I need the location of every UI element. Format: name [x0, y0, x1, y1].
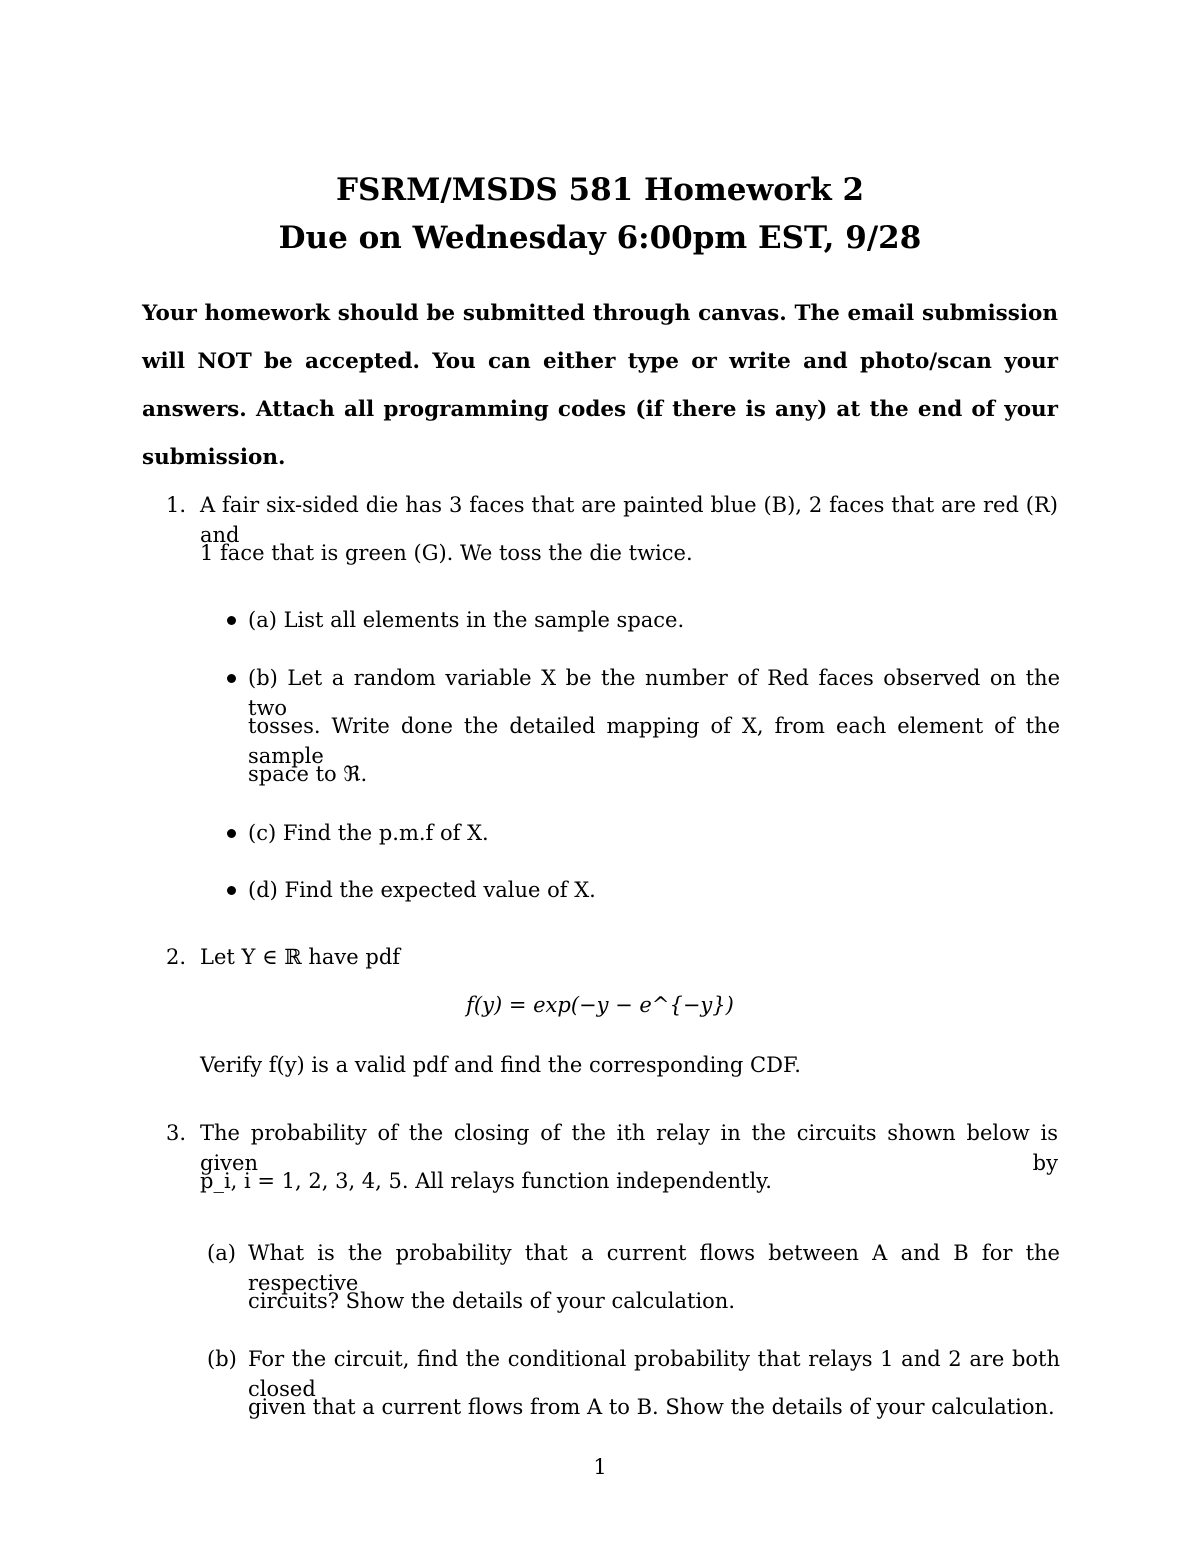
problem-1c: (c) Find the p.m.f of X.	[248, 821, 489, 845]
problem-1d: (d) Find the expected value of X.	[248, 878, 596, 902]
pdf-formula: f(y) = exp(−y − e^{−y})	[466, 993, 734, 1017]
problem-3-text-line1: The probability of the closing of the ith relay in the circuits shown below is given by	[200, 1121, 1058, 1175]
problem-3b-line1: For the circuit, find the conditional probability that relays 1 and 2 are both closed	[248, 1347, 1060, 1401]
problem-3b-label: (b)	[207, 1347, 237, 1371]
problem-3a-line1: What is the probability that a current flows between A and B for the respective	[248, 1241, 1060, 1295]
problem-1a: (a) List all elements in the sample space.	[248, 608, 685, 632]
problem-3a-line2: circuits? Show the details of your calculation.	[248, 1289, 736, 1313]
bullet-icon	[227, 886, 236, 895]
bullet-icon	[227, 829, 236, 838]
problem-1-number: 1.	[166, 493, 187, 517]
problem-3-text-line2: p_i, i = 1, 2, 3, 4, 5. All relays function independently.	[200, 1169, 772, 1193]
problem-2-number: 2.	[166, 945, 187, 969]
problem-2-text-line1: Let Y ∈ ℝ have pdf	[200, 945, 401, 969]
problem-1-text-line2: 1 face that is green (G). We toss the die twice.	[200, 541, 693, 565]
problem-1b-line2: tosses. Write done the detailed mapping of X, from each element of the sample	[248, 714, 1060, 768]
problem-3a-label: (a)	[207, 1241, 236, 1265]
problem-1b-line3: space to ℜ.	[248, 762, 368, 786]
problem-2-text-line2: Verify f(y) is a valid pdf and find the corresponding CDF.	[200, 1053, 801, 1077]
problem-3b-line2: given that a current flows from A to B. Show the details of your calculation.	[248, 1395, 1055, 1419]
problem-3-number: 3.	[166, 1121, 187, 1145]
page-number: 1	[593, 1455, 607, 1479]
due-date-line: Due on Wednesday 6:00pm EST, 9/28	[278, 220, 922, 256]
bullet-icon	[227, 674, 236, 683]
problem-1b-line1: (b) Let a random variable X be the number of Red faces observed on the two	[248, 666, 1060, 720]
bullet-icon	[227, 616, 236, 625]
intro-paragraph: Your homework should be submitted through canvas. The email submission will NOT be accepted. You can either type or write and photo/scan your answers. Attach all programming codes (if there is any) at the end of your submission.	[142, 301, 1058, 470]
page-title: FSRM/MSDS 581 Homework 2	[335, 172, 865, 208]
problem-1-text-line1: A fair six-sided die has 3 faces that are painted blue (B), 2 faces that are red (R) and	[200, 493, 1058, 547]
